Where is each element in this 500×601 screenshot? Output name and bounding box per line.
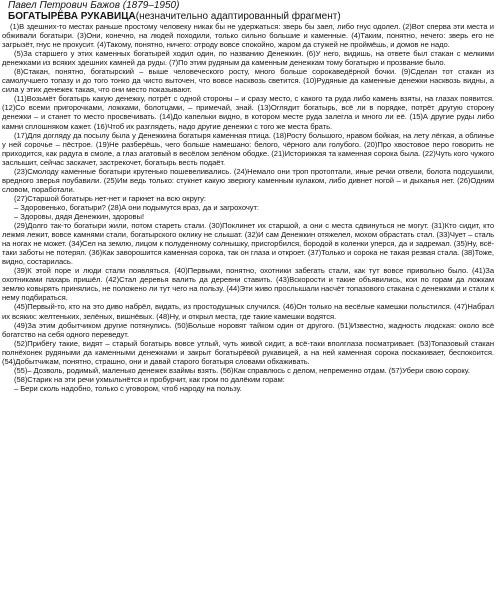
paragraph: (49)За этим добытчиком другие потянулись. (50)Больше норовят тайком один от другого. (51)Известно, жадность людская: около всё богатство на себя одного переведут.: [2, 320, 494, 339]
paragraph: – Бери сколь надобно, только с уговором, чтоб народу на пользу.: [14, 383, 242, 393]
paragraph: (27)Старшой богатырь нет-нет и гаркнет на всю округу:: [14, 193, 206, 203]
paragraph: – Здоровенько, богатыри? (28)А они подымутся враз, да и загрохочут:: [14, 202, 259, 212]
paragraph: (1)В здешних-то местах раньше простому человеку никак бы не удержаться: зверь бы заел, либо гнус одолел. (2)Вот сперва эти места и обживали богатыри. (3)Они, конечно, на людей походили, только сильно большие и каменные. (4)Таким, понятно, нечего: зверь его не загрызёт, гнус не прокусит. (4)Такому, понятно, ничего: отроду вовсе спокойно, жаром да стужей не проймёшь, и домов не надо.: [2, 22, 494, 50]
paragraph: (55)– Дозволь, родимый, маленько денежек взаймы взять. (56)Как справлюсь с делом, непременно отдам. (57)Убери свою сороку.: [14, 365, 470, 375]
author-line: Павел Петрович Бажов (1879–1950): [8, 0, 180, 11]
paragraph: (29)Долго так-то богатыри жили, потом стареть стали. (30)Поклинет их старшой, а они с места сдвинуться не могут. (31)Кто сидит, кто лежмя лежит, вовсе камнями стали, богатырского оклику не слышат. (32)И сам Денежкин отяжелел, мохом обрастать стал. (33)Чует – сталь на ногах не может. (34)Сел на землю, лицом к полуденному солнышку, присгорбился, бородой в коленки уперся, да и задремал. (35)Ну, всё-таки заботы не потерял. (36)Как заворошится каменная сорока, так он глаза и откроет. (37)Только и сорока не такая резвая стала. (38)Тоже, видно, состарилась.: [2, 221, 494, 267]
paragraph: (11)Возьмёт богатырь какую денежку, потрёт с одной стороны – и сразу место, с какого та руда либо камень взяты, на глазах появится. (12)Со всеми пригорочками, ложками, болотцами, – примечай, знай. (13)Оглядит богатырь, всё ли в порядке, потрёт другую сторону денежки – и станет то место просвечивать. (14)До капельки видно, в котором месте руда залегла и много ли её. (15)А другие руды либо камни сплошняком кажет. (16)Чтоб их разглядеть, надо другие денежки с того же места брать.: [2, 94, 494, 131]
paragraph: (23)Смолоду каменные богатыри крутенько пошевеливались. (24)Немало они троп протоптали, иные речки отвели, болота подсушили, вредного зверья поубавили. (25)Им ведь только: стукнет какую зверюгу каменным кулаком, либо дивнет ногой – и дыханья нет. (26)Одним словом, поработали.: [2, 166, 494, 194]
paragraph: (45)Первый-то, кто на это диво набрёл, видать, из простодушных случился. (46)Он только на весёлые камешки польстился. (47)Набрал их всяких: желтеньких, зелёных, вишнёвых. (48)Ну, и открыл места, где такие камешки водятся.: [2, 302, 494, 321]
paragraph: (52)Прибёгу такие, видят – старый богатырь вовсе утлый, чуть живой сидит, а всё-таки вполглаза посматривает. (53)Топазовый стакан полнёхонек рудяными да каменными денежками и закрыт богатырёвой рукавицей, а на ней каменная сорока поскакивает, беспокоится. (54)Добытчикам, понятно, страшно, они и давай старого богатыря словами обхаживать.: [2, 338, 494, 366]
document-subtitle: (незначительно адаптированный фрагмент): [135, 11, 341, 22]
paragraph: (17)Для догляду да посылу была у Денежкина богатыря каменная птица. (18)Росту большого, нравом бойкая, на лету лёгкая, а облинье у ней сорочье – пёстрое. (19)Не разберёшь, чего больше намешано: белого, чёрного али голубого. (20)Про хвостовое перо говорить не приходится, как радуга в смоле, а глаз агатовый в весёлом зелёном ободке. (21)Историжкая та каменная сорока была. (22)Чуть кого чужого заслышит, сейчас заскачет, застрекочет, богатырь весть подаёт.: [2, 130, 494, 167]
title-line: [8, 11, 494, 22]
paragraph: (58)Старик на эти речи ухмыльнётся и пробурчит, как гром по далёким горам:: [14, 374, 285, 384]
paragraph: (39)К этой поре и люди стали появляться. (40)Первыми, понятно, охотники забегать стали, как тут вовсе привольно было. (41)За охотниками пахарь пришёл. (42)Стал деревья валить да деревни ставить. (43)Вскорости и такие объявились, кои по горам да ложкам землю ковырять принялись, не положено ли тут чего на пользу. (44)Эти живо прослышали насчёт топазового стакана с денежками и стали к нему подбираться.: [2, 266, 494, 303]
story-text: [2, 22, 494, 393]
document-title: БОГАТЫРЁВА РУКАВИЦА: [8, 11, 136, 22]
paragraph: (5)За старшего у этих каменных богатырей ходил один, по названию Денежкин. (6)У него, видишь, на ответе был стакан с мелкими денежками из всяких здешних камней да руды. (7)По этим рудяным да каменным денежкам тому богатырю и прозвание было.: [2, 49, 494, 68]
paragraph: (8)Стакан, понятно, богатырский – выше человеческого росту, много больше сорокаведёрной бочки. (9)Сделан тот стакан из самолучшего топазу и до того тонко да чисто выточен, что вовсе насквозь светится. (10)Рудяные да каменные денежки насквозь видны, а сила у этих денежек такая, что они место показывают.: [2, 67, 494, 95]
paragraph: – Здоровы, дядя Денежкин, здоровы!: [14, 211, 145, 221]
